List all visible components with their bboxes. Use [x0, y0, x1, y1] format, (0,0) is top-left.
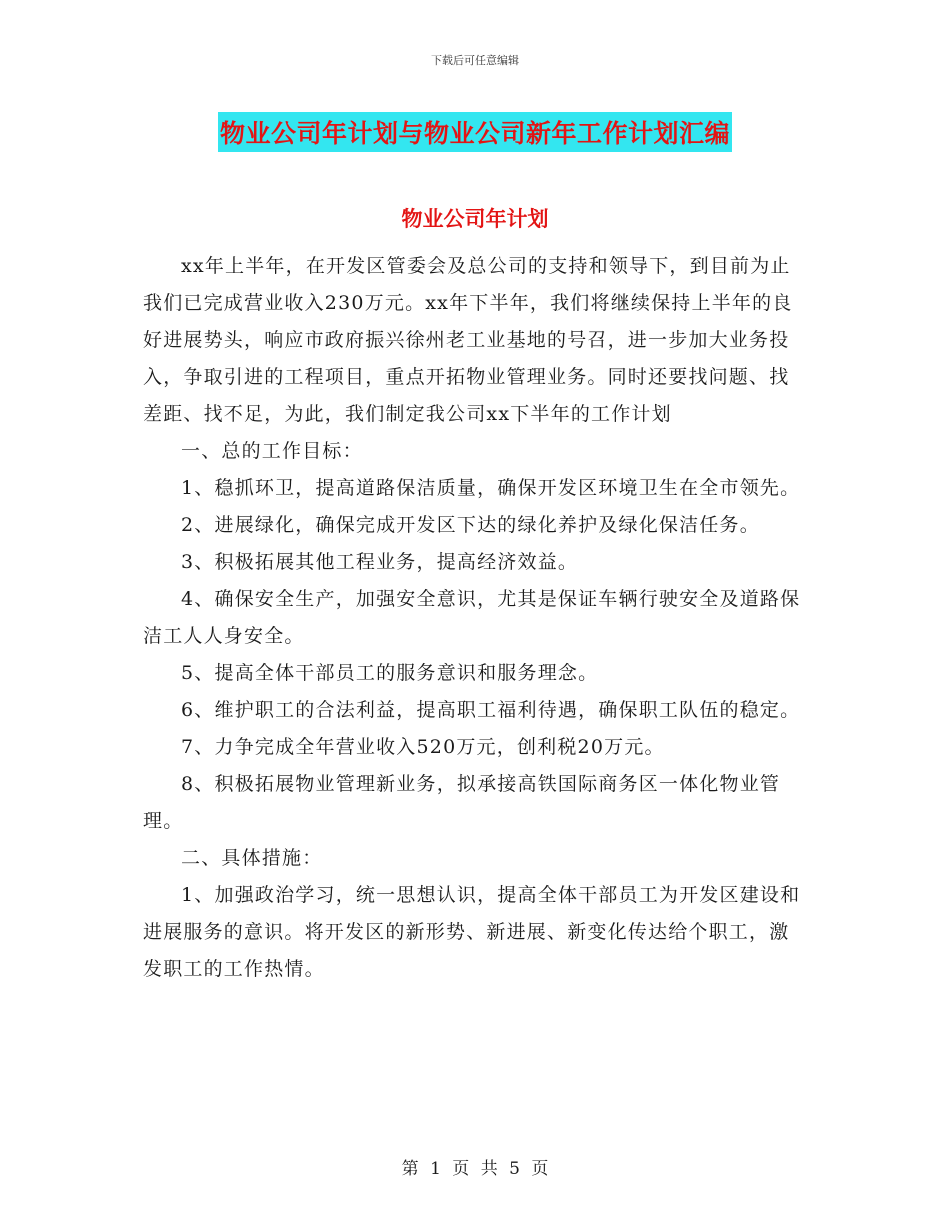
section-title: 物业公司年计划 [401, 207, 549, 231]
header-note: 下载后可任意编辑 [431, 54, 519, 67]
goal-item: 3、积极拓展其他工程业务，提高经济效益。 [181, 551, 579, 573]
section-heading-measures: 二、具体措施： [181, 847, 323, 869]
goal-item: 4、确保安全生产，加强安全意识，尤其是保证车辆行驶安全及道路保洁工人人身安全。 [143, 588, 801, 647]
measure-item: 1、加强政治学习，统一思想认识，提高全体干部员工为开发区建设和进展服务的意识。将开发区的新形势、新进展、新变化传达给个职工，激发职工的工作热情。 [143, 884, 801, 980]
document-body [143, 248, 805, 988]
goal-item: 6、维护职工的合法利益，提高职工福利待遇，确保职工队伍的稳定。 [181, 699, 801, 721]
goal-item: 8、积极拓展物业管理新业务，拟承接高铁国际商务区一体化物业管理。 [143, 773, 781, 832]
main-title: 物业公司年计划与物业公司新年工作计划汇编 [218, 112, 732, 152]
goal-item: 5、提高全体干部员工的服务意识和服务理念。 [181, 662, 599, 684]
section-heading-goals: 一、总的工作目标： [181, 440, 363, 462]
page-footer: 第 1 页 共 5 页 [401, 1159, 549, 1179]
goal-item: 2、进展绿化，确保完成开发区下达的绿化养护及绿化保洁任务。 [181, 514, 760, 536]
goal-item: 7、力争完成全年营业收入520万元，创利税20万元。 [181, 736, 665, 758]
intro-paragraph: xx年上半年，在开发区管委会及总公司的支持和领导下，到目前为止我们已完成营业收入230万元。xx年下半年，我们将继续保持上半年的良好进展势头，响应市政府振兴徐州老工业基地的号召，进一步加大业务投入，争取引进的工程项目，重点开拓物业管理业务。同时还要找问题、找差距、找不足，为此，我们制定我公司xx下半年的工作计划 [143, 255, 793, 425]
main-title-container [0, 112, 950, 152]
goal-item: 1、稳抓环卫，提高道路保洁质量，确保开发区环境卫生在全市领先。 [181, 477, 801, 499]
